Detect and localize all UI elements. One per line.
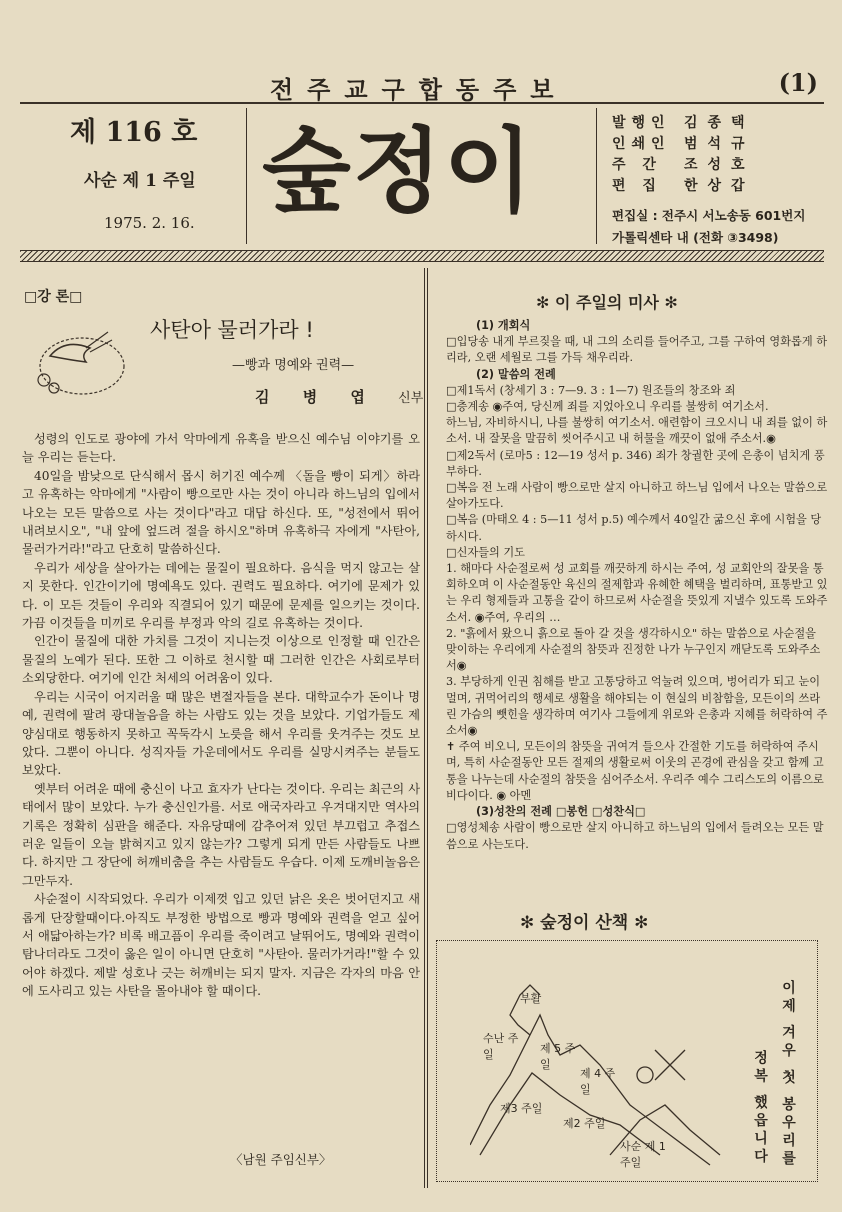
label-week4: 제 4 주일 — [580, 1067, 616, 1096]
walk-section-title: ✻ 숲정이 산책 ✻ — [520, 913, 649, 933]
editorial-subtitle: —빵과 명예와 권력— — [232, 358, 355, 373]
label-week2: 제2 주일 — [563, 1117, 606, 1130]
editorial-paragraph: 성령의 인도로 광야에 가서 악마에게 유혹을 받으신 예수님 이야기를 오늘 우리는 듣는다. — [22, 432, 420, 465]
section-tag: □강 론□ — [24, 289, 83, 305]
mass-line: 2. "흙에서 왔으니 흙으로 돌아 갈 것을 생각하시오" 하는 말씀으로 사순절을 맞이하는 우리에게 사순절의 참뜻과 진정한 나가 누구인지 깨닫도록 도와주소서◉ — [446, 626, 821, 673]
staff-row — [612, 112, 755, 133]
author-name: 김 병 엽 — [255, 388, 379, 406]
mass-line: □입당송 내게 부르짖을 때, 내 그의 소리를 들어주고, 그를 구하여 영화롭게 하리라, 오랜 세월로 그를 가득 채우리라. — [446, 335, 828, 365]
label-easter: 부활 — [520, 992, 542, 1005]
mass-line: 하느님, 자비하시니, 나를 불쌍히 여기소서. 애련함이 크오시니 내 죄를 없이 하소서. 내 잘못을 말끔히 씻어주시고 내 허물을 깨끗이 없애 주소서.◉ — [446, 416, 828, 446]
mass-line: (1) 개회식 — [476, 319, 531, 332]
office-phone: 가톨릭센타 내 (전화 ③3498) — [612, 230, 779, 245]
dove-wreath-icon — [20, 318, 140, 400]
editorial-paragraph: 인간이 물질에 대한 가치를 그것이 지니는것 이상으로 인정할 때 인간은 물질의 노예가 된다. 또한 그 이하로 천시할 때 그러한 인간은 사회로부터 소외당한다. 여기에 인간 처세의 어려움이 있다. — [22, 634, 420, 686]
editorial-paragraph: 옛부터 어려운 때에 충신이 나고 효자가 난다는 것이다. 우리는 최근의 사태에서 많이 보았다. 누가 충신인가를. 서로 애국자라고 우겨대지만 역사의 기록은 정확히 심판을 해준다. 자유당때에 감추어져 있던 부끄럽고 추접스러운 일들이 오늘 밝혀지고 있지 않는가? 그렇게 되게 만든 사람들도 나쁘다. 하지만 그 장단에 허깨비춤을 추는 사람들도 우습다. 이제 도깨비놀음은 그만두자. — [22, 781, 420, 888]
mass-readings — [446, 318, 830, 853]
mass-line: □영성체송 사람이 빵으로만 살지 아니하고 하느님의 입에서 들려오는 모든 말씀으로 사는도다. — [446, 821, 824, 851]
mass-line: □층계송 ◉주여, 당신께 죄를 지었아오니 우리를 불쌍히 여기소서. — [446, 400, 769, 414]
author-title: 신부 — [398, 391, 424, 406]
editorial-title: 사탄아 물러가라 ! — [150, 318, 314, 342]
office-info — [612, 205, 805, 249]
mass-line: (3)성찬의 전례 □봉헌 □성찬식□ — [476, 805, 646, 819]
mass-line: □복음 전 노래 사람이 빵으로만 살지 아니하고 하느님 입에서 나오는 말씀으로 살아가도다. — [446, 481, 828, 511]
staff-role: 인쇄인 — [612, 136, 671, 152]
editorial-paragraph: 우리가 세상을 살아가는 데에는 물질이 필요하다. 음식을 먹지 않고는 살지 못한다. 인간이기에 명예욕도 있다. 권력도 필요하다. 여기에 문제가 있다. 이 모든 것들이 우리와 직결되어 있기 때문에 문제를 일으키는 것이다. 가끔 이것들을 미끼로 우리를 부정과 악의 길로 유혹하는 것이다. — [22, 560, 420, 631]
staff-name: 범석규 — [684, 136, 755, 152]
issue-date: 1975. 2. 16. — [104, 214, 195, 232]
masthead-divider-right — [596, 108, 597, 244]
mass-line: ✝ 주여 비오니, 모든이의 참뜻을 귀여겨 들으사 간절한 기도를 허락하여 주시며, 특히 사순절동안 모든 절제의 생활로써 이웃의 곤경에 관심을 갖고 함께 고통을 나누는데 사순절의 참뜻을 심어주소서. 우리주 예수 그리스도의 이름으로 비다이다. ◉ 아멘 — [446, 740, 824, 802]
staff-role: 편 집 — [612, 178, 662, 194]
staff-role: 발행인 — [612, 115, 671, 131]
label-week5: 제 5 주일 — [540, 1042, 576, 1071]
walk-poem-col2: 정복 했읍니다 — [752, 1050, 768, 1167]
masthead-divider-left — [246, 108, 247, 244]
editorial-body — [22, 430, 420, 1001]
bulletin-name: 전주교구합동주보 — [270, 75, 568, 104]
walk-poem-col1: 이제 겨우 첫 봉우리를 — [780, 980, 796, 1169]
editorial-paragraph: 사순절이 시작되었다. 우리가 이제껏 입고 있던 낡은 옷은 벗어던지고 새롭게 단장할때이다.아직도 부정한 방법으로 빵과 명예와 권력을 얻고 싶어서 애닯아하는가? 비록 배고픔이 우리를 죽이려고 날뛰어도, 명예와 권력이 탐나더라도 그것이 옳은 일이 아니면 단호히 "사탄아. 물러가거라!"할 수 있어야 하겠다. 제발 성호나 긋는 허깨비는 되지 말자. 지금은 각자의 마음 안에 도사리고 있는 사탄을 몰아내야 할 때이다. — [22, 892, 420, 999]
mass-line: □제1독서 (창세기 3 : 7—9. 3 : 1—7) 원조들의 창조와 죄 — [446, 383, 736, 397]
column-divider — [424, 268, 428, 1188]
label-passion: 수난 주일 — [483, 1032, 519, 1061]
editorial-paragraph: 우리는 시국이 어지러울 때 많은 변절자들을 본다. 대학교수가 돈이나 명예, 권력에 팔려 광대놀음을 하는 사람도 있는 것을 보았다. 기업가들도 제 양심대로 행동하지 못하고 꼭둑각시 노릇을 해서 우리를 웃겨주는 것도 보았다. 그뿐이 아니다. 성직자들 가운데에서도 우리를 실망시켜주는 분들도 보았다. — [22, 689, 420, 778]
staff-name: 한상갑 — [684, 178, 755, 194]
mass-line: (2) 말씀의 전례 — [476, 367, 556, 381]
staff-role: 주 간 — [612, 157, 662, 173]
top-banner — [20, 62, 824, 104]
mass-line: □복음 (마태오 4 : 5—11 성서 p.5) 예수께서 40일간 굶으신 후에 시험을 당하시다. — [446, 513, 822, 543]
editorial-paragraph: 40일을 밤낮으로 단식해서 몹시 허기진 예수께 〈돌을 빵이 되게〉하라고 유혹하는 악마에게 "사람이 빵으로만 사는 것이 아니라 하느님의 입에서 나오는 모든 말씀으로 사는 것이다"라고 대답 하신다. 또, "성전에서 뛰어 내려보시오", "내 앞에 엎드려 절을 하시오"하며 유혹하극 자에게 "사탄아, 물러가거라!"라고 단호히 말씀하신다. — [22, 468, 420, 557]
staff-list — [612, 112, 755, 196]
hatched-divider — [20, 250, 824, 262]
mass-line: 1. 해마다 사순절로써 성 교회를 깨끗하게 하시는 주여, 성 교회안의 잘못을 통회하오며 이 사순절동안 육신의 절제함과 유혜한 혜택을 벌리하며, 표통받고 있는 우리 형제들과 고통을 같이 하므로써 사순절을 뜻있게 지낼수 있도록 도와주소서. ◉주여, 우리의 … — [446, 562, 828, 624]
mass-line: 3. 부당하게 인권 침해를 받고 고통당하고 억눌려 있으며, 벙어리가 되고 눈이 멀며, 귀먹어리의 행세로 생활을 해야되는 이 현실의 비참함을, 모든이의 쓰라린 가슴의 뺏힌을 생각하며 여기사 그들에게 위로와 은총과 지혜를 허락하여 주소서◉ — [446, 675, 828, 738]
staff-name: 조성호 — [684, 157, 755, 173]
page-number: (1) — [778, 68, 818, 97]
staff-row — [612, 154, 755, 175]
issue-number: 제 116 호 — [70, 117, 198, 148]
mass-line: □신자들의 기도 — [446, 545, 525, 559]
office-address: 편집실 : 전주시 서노송동 601번지 — [612, 208, 806, 223]
staff-name: 김종택 — [684, 115, 755, 131]
editorial-author — [255, 386, 423, 407]
masthead-logo — [262, 112, 582, 232]
staff-row — [612, 133, 755, 154]
logo-text: 숲정이 — [262, 118, 535, 225]
label-lent1: 사순 제 1 주일 — [620, 1140, 666, 1169]
label-week3: 제3 주일 — [500, 1102, 543, 1115]
staff-row — [612, 175, 755, 196]
editorial-signoff: 〈남원 주임신부〉 — [230, 1152, 332, 1167]
mass-line: □제2독서 (로마5 : 12—19 성서 p. 346) 죄가 창궐한 곳에 은총이 넘치게 풍부하다. — [446, 448, 825, 478]
mass-section-title: ✻ 이 주일의 미사 ✻ — [536, 293, 678, 312]
liturgical-week: 사순 제 1 주일 — [84, 171, 196, 191]
